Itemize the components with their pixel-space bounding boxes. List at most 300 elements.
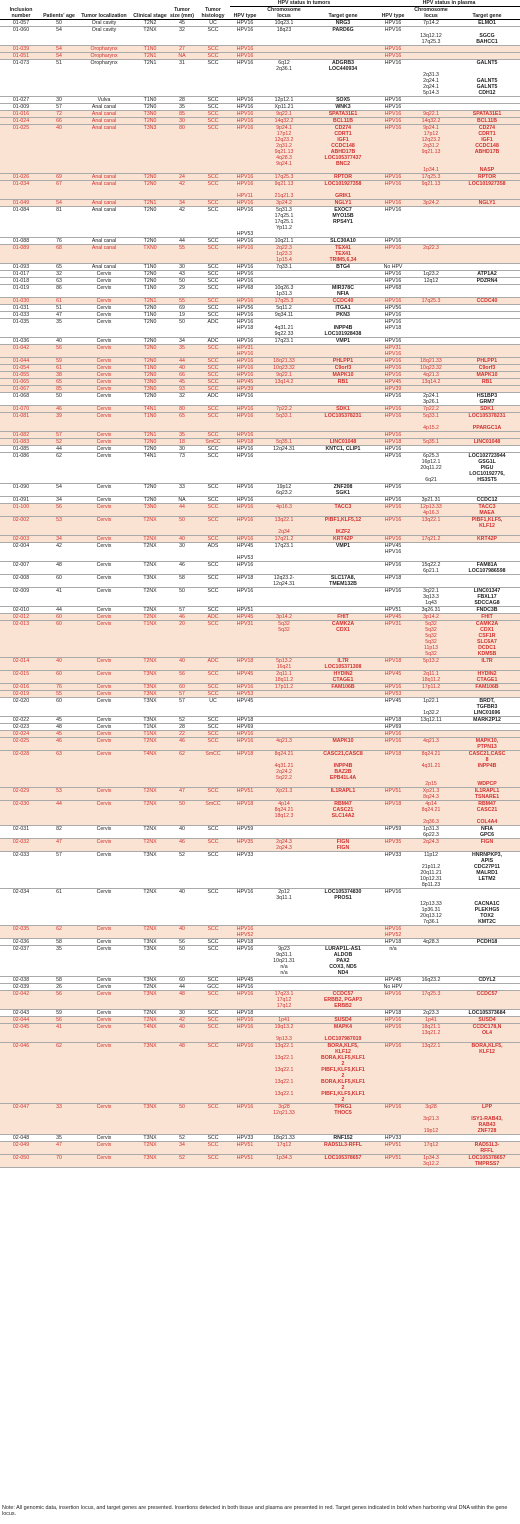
cell-tumor-hpv-type: HPV16 (230, 264, 260, 271)
cell-tumor-target-gene: RAD51L3-RFFL (308, 1142, 378, 1155)
cell-tumor-size: 50 (168, 946, 196, 977)
cell-plasma-hpv-type: No HPV (378, 984, 408, 991)
cell-tumor-histology: ADC (196, 614, 230, 621)
cell-tumor-target-gene (308, 1010, 378, 1017)
cell-inclusion-number: 02-045 (0, 1024, 42, 1043)
cell-clinical-stage: T2N0 (132, 238, 168, 245)
table-row (0, 27, 520, 46)
cell-tumor-hpv-type: HPV16 (230, 111, 260, 118)
cell-tumor-histology: SCC (196, 717, 230, 724)
cell-plasma-hpv-type: HPV16 (378, 181, 408, 200)
cell-tumor-localization: Anal canal (76, 181, 132, 200)
cell-tumor-size: 33 (168, 484, 196, 497)
cell-tumor-hpv-type: HPV39 (230, 386, 260, 393)
table-row (0, 319, 520, 338)
cell-inclusion-number: 01-034 (0, 181, 42, 200)
cell-plasma-target-gene: CD274 CDRT1 IGF1 CCDC148 ABHD17B NASP (454, 125, 520, 174)
cell-clinical-stage: T2N0 (132, 278, 168, 285)
cell-plasma-target-gene (454, 104, 520, 111)
cell-tumor-target-gene: LURAP1L-AS1 ALDOB PAX2 COX3, ND5 ND4 (308, 946, 378, 977)
cell-patients-age: 59 (42, 358, 76, 365)
cell-tumor-histology: SCC (196, 1104, 230, 1135)
cell-tumor-localization: Anal canal (76, 238, 132, 245)
cell-plasma-chromosome-locus (408, 46, 454, 53)
cell-plasma-chromosome-locus: 3p14.2 (408, 614, 454, 621)
cell-tumor-histology: SCC (196, 588, 230, 607)
cell-tumor-histology: SCC (196, 446, 230, 453)
cell-clinical-stage: T2NX (132, 588, 168, 607)
cell-tumor-localization: Cervix (76, 717, 132, 724)
cell-patients-age: 32 (42, 271, 76, 278)
cell-inclusion-number: 02-033 (0, 852, 42, 889)
cell-tumor-hpv-type: HPV18 (230, 751, 260, 788)
cell-patients-age: 56 (42, 991, 76, 1010)
table-row (0, 406, 520, 413)
cell-tumor-target-gene: ADGRB3 LOC440934 (308, 60, 378, 97)
cell-clinical-stage: T2N0 (132, 181, 168, 200)
cell-tumor-target-gene (308, 497, 378, 504)
cell-patients-age: 41 (42, 1024, 76, 1043)
table-row (0, 1155, 520, 1168)
cell-plasma-chromosome-locus (408, 97, 454, 104)
cell-clinical-stage: T2N0 (132, 497, 168, 504)
table-row (0, 946, 520, 977)
cell-tumor-histology: SCC (196, 939, 230, 946)
cell-inclusion-number: 01-051 (0, 53, 42, 60)
cell-plasma-chromosome-locus: 4p14 8q24.21 2q36.3 (408, 801, 454, 826)
cell-inclusion-number: 02-047 (0, 1104, 42, 1135)
cell-tumor-target-gene (308, 386, 378, 393)
cell-plasma-hpv-type: HPV16 (378, 207, 408, 238)
cell-plasma-target-gene: PCDH18 (454, 939, 520, 946)
cell-plasma-hpv-type: HPV16 (378, 991, 408, 1010)
cell-plasma-hpv-type: HPV51 (378, 1142, 408, 1155)
cell-patients-age: 76 (42, 684, 76, 691)
cell-plasma-chromosome-locus (408, 207, 454, 238)
cell-tumor-chromosome-locus: 9q22.1 (260, 111, 308, 118)
table-row (0, 312, 520, 319)
cell-tumor-localization: Cervix (76, 358, 132, 365)
cell-tumor-target-gene: IL1RAPL1 (308, 788, 378, 801)
cell-tumor-hpv-type: HPV16 (230, 446, 260, 453)
cell-clinical-stage: T2N0 (132, 345, 168, 358)
cell-inclusion-number: 02-043 (0, 1010, 42, 1017)
cell-inclusion-number: 01-088 (0, 238, 42, 245)
cell-patients-age: 67 (42, 181, 76, 200)
cell-inclusion-number: 02-014 (0, 658, 42, 671)
cell-tumor-hpv-type: HPV16 (230, 562, 260, 575)
cell-tumor-target-gene: SOX5 (308, 97, 378, 104)
cell-inclusion-number: 02-042 (0, 991, 42, 1010)
cell-tumor-hpv-type: HPV16 (230, 738, 260, 751)
cell-inclusion-number: 02-007 (0, 562, 42, 575)
cell-tumor-hpv-type: HPV51 (230, 1155, 260, 1168)
cell-tumor-localization: Cervix (76, 926, 132, 939)
cell-plasma-hpv-type: HPV18 (378, 658, 408, 671)
cell-tumor-target-gene: HYDIN2 CTAGE1 (308, 671, 378, 684)
cell-tumor-localization: Anal canal (76, 125, 132, 174)
cell-tumor-localization: Cervix (76, 751, 132, 788)
cell-plasma-hpv-type: HPV45 (378, 671, 408, 684)
cell-tumor-localization: Cervix (76, 432, 132, 439)
cell-patients-age: 44 (42, 607, 76, 614)
cell-clinical-stage: T2N1 (132, 200, 168, 207)
cell-tumor-histology: SCC (196, 504, 230, 517)
cell-tumor-localization: Cervix (76, 365, 132, 372)
cell-tumor-chromosome-locus: 19p12 6q23.2 (260, 484, 308, 497)
cell-tumor-hpv-type: HPV51 (230, 788, 260, 801)
cell-tumor-localization: Cervix (76, 731, 132, 738)
cell-tumor-target-gene: TPRG1 THOC5 (308, 1104, 378, 1135)
cell-inclusion-number: 02-044 (0, 1017, 42, 1024)
cell-plasma-hpv-type: HPV16 (378, 453, 408, 484)
table-row (0, 658, 520, 671)
table-body (0, 20, 520, 1168)
cell-tumor-size: 60 (168, 977, 196, 984)
cell-inclusion-number: 02-031 (0, 826, 42, 839)
cell-plasma-hpv-type: HPV16 (378, 60, 408, 97)
cell-tumor-chromosome-locus: 17q25.3 (260, 174, 308, 181)
cell-plasma-hpv-type: HPV16 (378, 562, 408, 575)
table-row (0, 788, 520, 801)
cell-tumor-chromosome-locus: 13q14.2 (260, 379, 308, 386)
cell-plasma-hpv-type: HPV18 (378, 1010, 408, 1017)
cell-patients-age: 51 (42, 60, 76, 97)
cell-tumor-hpv-type: HPV18 (230, 658, 260, 671)
table-row (0, 484, 520, 497)
cell-clinical-stage: T3NX (132, 1104, 168, 1135)
cell-tumor-chromosome-locus: 10q23.1 (260, 20, 308, 27)
cell-clinical-stage: T2NX (132, 543, 168, 562)
cell-tumor-chromosome-locus (260, 386, 308, 393)
cell-clinical-stage: T3NX (132, 1043, 168, 1104)
cell-tumor-histology: SCC (196, 1017, 230, 1024)
cell-tumor-target-gene (308, 607, 378, 614)
cell-inclusion-number: 01-035 (0, 319, 42, 338)
cell-clinical-stage: T2NX (132, 27, 168, 46)
cell-inclusion-number: 02-019 (0, 691, 42, 698)
cell-tumor-target-gene: CD274 CDRT1 IGF1 CCDC148 ABHD17B LOC105377437 BNC2 (308, 125, 378, 174)
cell-tumor-hpv-type: HPV16 (230, 46, 260, 53)
cell-clinical-stage: T2NX (132, 788, 168, 801)
cell-tumor-hpv-type: HPV16 (230, 588, 260, 607)
cell-tumor-histology: SCC (196, 484, 230, 497)
cell-tumor-chromosome-locus: 12p12.1 (260, 97, 308, 104)
cell-plasma-chromosome-locus (408, 104, 454, 111)
cell-plasma-target-gene (454, 386, 520, 393)
cell-inclusion-number: 01-016 (0, 111, 42, 118)
cell-tumor-hpv-type: HPV16 (230, 20, 260, 27)
cell-inclusion-number: 01-039 (0, 46, 42, 53)
cell-plasma-chromosome-locus: 13q22.1 (408, 1043, 454, 1104)
cell-tumor-chromosome-locus: 9q21.13 21q21.3 (260, 181, 308, 200)
cell-clinical-stage: T4N1 (132, 406, 168, 413)
cell-plasma-target-gene: RAD51L3- RFFL (454, 1142, 520, 1155)
cell-tumor-histology: SCC (196, 788, 230, 801)
cell-plasma-hpv-type: HPV45 (378, 977, 408, 984)
cell-tumor-size: 52 (168, 717, 196, 724)
cell-tumor-target-gene (308, 53, 378, 60)
cell-tumor-size: 52 (168, 1155, 196, 1168)
cell-plasma-target-gene: LINC01347 FBXL17 SDCCAG8 (454, 588, 520, 607)
cell-plasma-chromosome-locus: Xp21.3 8q24.3 (408, 788, 454, 801)
cell-plasma-hpv-type: HPV16 (378, 53, 408, 60)
cell-clinical-stage: T3N0 (132, 504, 168, 517)
cell-tumor-hpv-type: HPV45 (230, 614, 260, 621)
cell-plasma-chromosome-locus: 2q22.3 (408, 245, 454, 264)
cell-plasma-chromosome-locus (408, 926, 454, 939)
cell-plasma-target-gene: ATP1A2 (454, 271, 520, 278)
cell-plasma-hpv-type: HPV18 (378, 717, 408, 724)
cell-tumor-target-gene (308, 731, 378, 738)
cell-tumor-histology: SCC (196, 684, 230, 691)
cell-plasma-target-gene: MAPK10 (454, 372, 520, 379)
cell-clinical-stage: T3NX (132, 991, 168, 1010)
cell-plasma-target-gene (454, 345, 520, 358)
header-hpv-status-plasma: HPV status in plasma (378, 0, 520, 7)
cell-tumor-localization: Cervix (76, 413, 132, 432)
cell-tumor-target-gene (308, 939, 378, 946)
cell-tumor-target-gene: WNK3 (308, 104, 378, 111)
cell-tumor-histology: SCC (196, 365, 230, 372)
cell-tumor-target-gene: BTG4 (308, 264, 378, 271)
cell-tumor-target-gene: EXOC7 MYO15B RPS4Y1 (308, 207, 378, 238)
cell-patients-age: 42 (42, 543, 76, 562)
cell-tumor-target-gene (308, 826, 378, 839)
table-row (0, 1135, 520, 1142)
cell-tumor-target-gene: PIBF1,KLF5,12 IKZF2 (308, 517, 378, 536)
cell-plasma-hpv-type: HPV16 (378, 365, 408, 372)
cell-tumor-size: 40 (168, 658, 196, 671)
cell-plasma-hpv-type: HPV16 (378, 1043, 408, 1104)
cell-tumor-chromosome-locus: 13q22.1 2q34 (260, 517, 308, 536)
cell-tumor-histology: SCC (196, 562, 230, 575)
cell-tumor-chromosome-locus: 5q33.1 (260, 413, 308, 432)
cell-tumor-localization: Cervix (76, 338, 132, 345)
cell-clinical-stage: T3NX (132, 698, 168, 717)
cell-inclusion-number: 01-082 (0, 432, 42, 439)
cell-inclusion-number: 01-084 (0, 207, 42, 238)
cell-tumor-size: 40 (168, 365, 196, 372)
cell-plasma-target-gene (454, 285, 520, 298)
cell-patients-age: 57 (42, 852, 76, 889)
cell-tumor-size: 57 (168, 607, 196, 614)
header-tumor-target-gene: Target gene (308, 7, 378, 20)
cell-tumor-chromosome-locus: 4q31.21 9q22.33 (260, 319, 308, 338)
cell-tumor-chromosome-locus (260, 731, 308, 738)
cell-patients-age: 82 (42, 826, 76, 839)
cell-plasma-hpv-type: HPV35 (378, 839, 408, 852)
cell-tumor-size: 47 (168, 788, 196, 801)
cell-tumor-chromosome-locus: 10q23.32 (260, 365, 308, 372)
cell-inclusion-number: 01-089 (0, 245, 42, 264)
cell-tumor-chromosome-locus: 12q23.2- 12q24.31 (260, 575, 308, 588)
cell-tumor-histology: SCC (196, 345, 230, 358)
cell-plasma-target-gene: CDYL2 (454, 977, 520, 984)
cell-tumor-size: 44 (168, 238, 196, 245)
cell-tumor-hpv-type: HPV16 (230, 245, 260, 264)
cell-tumor-hpv-type: HPV45 (230, 671, 260, 684)
cell-patients-age: 53 (42, 517, 76, 536)
cell-clinical-stage: T3N0 (132, 386, 168, 393)
cell-tumor-hpv-type: HPV51 (230, 607, 260, 614)
cell-plasma-target-gene: MAPK10, PTPN13 (454, 738, 520, 751)
table-row (0, 245, 520, 264)
cell-tumor-localization: Anal canal (76, 264, 132, 271)
cell-tumor-size: 44 (168, 358, 196, 365)
cell-tumor-hpv-type: HPV45 (230, 379, 260, 386)
cell-tumor-chromosome-locus (260, 939, 308, 946)
cell-clinical-stage: T1NX (132, 724, 168, 731)
cell-tumor-hpv-type: HPV16 (230, 338, 260, 345)
cell-tumor-histology: SCC (196, 1142, 230, 1155)
cell-patients-age: 54 (42, 46, 76, 53)
cell-patients-age: 56 (42, 504, 76, 517)
cell-tumor-target-gene: TEX41 TEX41 TRIM5,6,34 (308, 245, 378, 264)
cell-patients-age: 55 (42, 691, 76, 698)
cell-patients-age: 34 (42, 497, 76, 504)
cell-tumor-target-gene (308, 393, 378, 406)
cell-clinical-stage: T3N0 (132, 111, 168, 118)
cell-patients-age: 47 (42, 1142, 76, 1155)
cell-tumor-localization: Cervix (76, 691, 132, 698)
table-row (0, 562, 520, 575)
cell-patients-age: 60 (42, 698, 76, 717)
cell-inclusion-number: 01-100 (0, 504, 42, 517)
cell-tumor-target-gene: LOC105378657 (308, 1155, 378, 1168)
cell-tumor-size: 32 (168, 27, 196, 46)
cell-tumor-chromosome-locus: 10q21.1 (260, 238, 308, 245)
cell-clinical-stage: TXN0 (132, 245, 168, 264)
cell-tumor-histology: SCC (196, 125, 230, 174)
cell-plasma-hpv-type: HPV16 (378, 118, 408, 125)
cell-patients-age: 45 (42, 731, 76, 738)
cell-clinical-stage: T3NX (132, 946, 168, 977)
cell-patients-age: 60 (42, 621, 76, 658)
cell-plasma-chromosome-locus: 18q21.33 (408, 358, 454, 365)
cell-plasma-target-gene: HS1BP3 GRM7 (454, 393, 520, 406)
cell-plasma-target-gene: NFIA GPC6 (454, 826, 520, 839)
cell-tumor-size: 80 (168, 125, 196, 174)
cell-tumor-histology: SCC (196, 285, 230, 298)
cell-tumor-target-gene (308, 977, 378, 984)
cell-plasma-chromosome-locus: 9q21.13 (408, 181, 454, 200)
cell-patients-age: 53 (42, 788, 76, 801)
cell-plasma-hpv-type: HPV31 HPV16 (378, 345, 408, 358)
cell-clinical-stage: T2N2 (132, 20, 168, 27)
cell-tumor-histology: SCC (196, 118, 230, 125)
cell-inclusion-number: 01-033 (0, 312, 42, 319)
cell-plasma-chromosome-locus: 5q35.1 (408, 439, 454, 446)
cell-plasma-target-gene: IL7R (454, 658, 520, 671)
cell-tumor-target-gene: PKN3 (308, 312, 378, 319)
cell-plasma-target-gene: HYDIN2 CTAGE1 (454, 671, 520, 684)
cell-tumor-hpv-type: HPV16 (230, 125, 260, 174)
cell-plasma-target-gene: CACNA1C PLEKHG5 TOX2 KMT2C (454, 889, 520, 926)
cell-tumor-chromosome-locus: 13q22.1 13q22.1 13q22.1 13q22.1 13q22.1 (260, 1043, 308, 1104)
cell-tumor-size: 57 (168, 691, 196, 698)
cell-plasma-chromosome-locus: 13q12.12 17q25.3 (408, 27, 454, 46)
cell-tumor-size: 29 (168, 285, 196, 298)
cell-tumor-localization: Cervix (76, 991, 132, 1010)
cell-plasma-chromosome-locus: 17q25.3 (408, 298, 454, 305)
cell-patients-age: 35 (42, 1135, 76, 1142)
cell-tumor-hpv-type: HPV16 (230, 984, 260, 991)
table-row (0, 751, 520, 788)
cell-plasma-chromosome-locus: 9p24.1 17p12 12q23.2 2q31.2 9q21.13 1p34.1 (408, 125, 454, 174)
cell-tumor-histology: SCC (196, 406, 230, 413)
cell-plasma-target-gene (454, 446, 520, 453)
cell-tumor-hpv-type: HPV56 (230, 305, 260, 312)
cell-tumor-target-gene: INPP4B LOC101928438 (308, 319, 378, 338)
cell-tumor-hpv-type: HPV16 (230, 365, 260, 372)
cell-plasma-hpv-type: HPV16 (378, 684, 408, 691)
cell-plasma-chromosome-locus (408, 731, 454, 738)
cell-plasma-hpv-type: HPV16 (378, 536, 408, 543)
cell-tumor-size: 35 (168, 432, 196, 439)
cell-plasma-hpv-type: HPV16 (378, 731, 408, 738)
cell-inclusion-number: 01-068 (0, 393, 42, 406)
cell-tumor-localization: Cervix (76, 312, 132, 319)
cell-tumor-target-gene: LOC101927358 GRIK1 (308, 181, 378, 200)
cell-tumor-localization: Cervix (76, 698, 132, 717)
cell-patients-age: 51 (42, 305, 76, 312)
cell-plasma-hpv-type: HPV51 (378, 1155, 408, 1168)
cell-clinical-stage: T3NX (132, 671, 168, 684)
cell-plasma-hpv-type: HPV16 (378, 497, 408, 504)
cell-plasma-target-gene: FHIT (454, 614, 520, 621)
cell-plasma-hpv-type: HPV16 (378, 245, 408, 264)
cell-tumor-hpv-type: HPV16 HPV11 (230, 181, 260, 200)
cell-plasma-target-gene (454, 926, 520, 939)
cell-tumor-localization: Anal canal (76, 207, 132, 238)
cell-plasma-hpv-type: HPV16 (378, 278, 408, 285)
cell-tumor-size: 34 (168, 200, 196, 207)
cell-tumor-hpv-type: HPV16 (230, 104, 260, 111)
cell-tumor-chromosome-locus: 8q24.21 4q31.21 2q24.2 5q22.2 (260, 751, 308, 788)
cell-clinical-stage: T2N0 (132, 393, 168, 406)
cell-tumor-target-gene: PHLPP1 (308, 358, 378, 365)
cell-plasma-chromosome-locus: 17q25.3 (408, 174, 454, 181)
cell-patients-age: 44 (42, 801, 76, 826)
table-row (0, 365, 520, 372)
table-row (0, 20, 520, 27)
cell-tumor-target-gene: CAMK2A CDX1 (308, 621, 378, 658)
cell-plasma-target-gene (454, 53, 520, 60)
cell-tumor-size: 31 (168, 60, 196, 97)
cell-plasma-target-gene: BORA,KLF5, KLF12 (454, 1043, 520, 1104)
cell-plasma-chromosome-locus (408, 285, 454, 298)
cell-tumor-hpv-type: HPV18 (230, 801, 260, 826)
cell-tumor-histology: SCC (196, 738, 230, 751)
cell-tumor-size: 42 (168, 1017, 196, 1024)
cell-inclusion-number: 02-022 (0, 717, 42, 724)
cell-plasma-target-gene (454, 691, 520, 698)
cell-tumor-target-gene (308, 562, 378, 575)
cell-tumor-target-gene: LOC105374830 PROS1 (308, 889, 378, 926)
cell-plasma-target-gene: CCDC40 (454, 298, 520, 305)
cell-tumor-target-gene (308, 345, 378, 358)
cell-inclusion-number: 02-038 (0, 977, 42, 984)
cell-plasma-hpv-type: HPV18 (378, 439, 408, 446)
cell-clinical-stage: T2N0 (132, 372, 168, 379)
cell-tumor-chromosome-locus: 17q25.3 (260, 298, 308, 305)
table-row (0, 372, 520, 379)
cell-tumor-size: 85 (168, 111, 196, 118)
cell-tumor-hpv-type: HPV68 (230, 285, 260, 298)
cell-tumor-localization: Cervix (76, 826, 132, 839)
cell-tumor-target-gene: C9orf3 (308, 365, 378, 372)
